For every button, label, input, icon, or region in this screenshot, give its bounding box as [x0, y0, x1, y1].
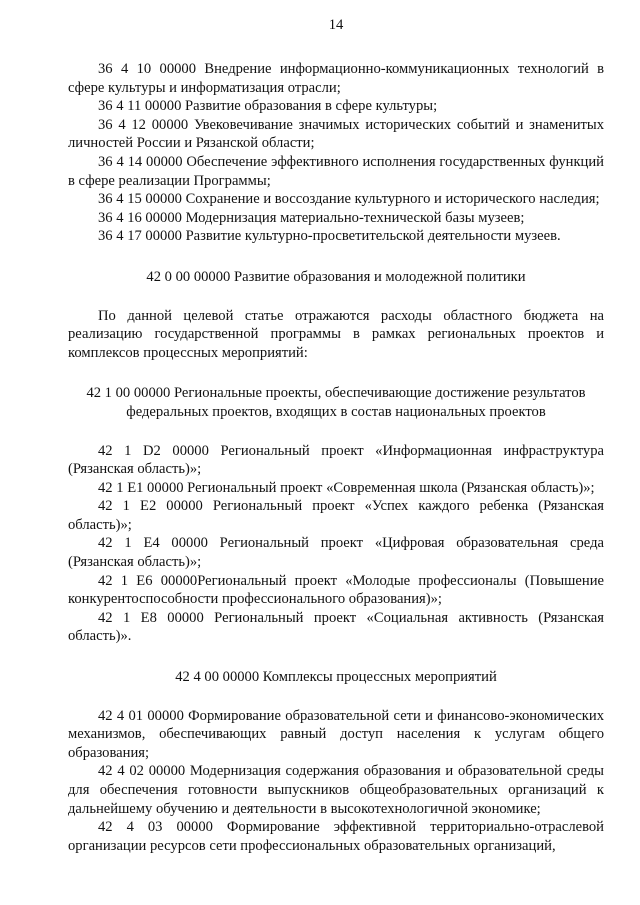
- paragraph: 36 4 10 00000 Внедрение информационно-коммуникационных технологий в сфере культуры и информатизация отрасли;: [68, 61, 604, 96]
- paragraph: 36 4 11 00000 Развитие образования в сфере культуры;: [98, 98, 438, 115]
- paragraph: 36 4 16 00000 Модернизация материально-технической базы музеев;: [98, 209, 525, 226]
- section-heading: 42 1 00 00000 Региональные проекты, обеспечивающие достижение результатов федеральных проектов, входящих в состав национальных проектов: [86, 385, 586, 420]
- paragraph: 42 1 E4 00000 Региональный проект «Цифровая образовательная среда (Рязанская область)»;: [68, 535, 604, 571]
- paragraph: 42 4 01 00000 Формирование образовательной сети и финансово-экономических механизмов, обеспечивающих равный доступ населения к услугам общего образования;: [68, 707, 604, 761]
- paragraph: 42 4 03 00000 Формирование эффективной территориально-отраслевой организации ресурсов сети профессиональных образовательных организаций,: [68, 819, 604, 854]
- paragraph: 42 4 02 00000 Модернизация содержания образования и образовательной среды для обеспечения готовности выпускников общеобразовательных организаций к дальнейшему обучению и деятельности в высокотехнологичной экономике;: [68, 763, 604, 817]
- paragraph: 36 4 17 00000 Развитие культурно-просветительской деятельности музеев.: [98, 228, 561, 245]
- paragraph: 36 4 12 00000 Увековечивание значимых исторических событий и знаменитых личностей России и Рязанской области;: [68, 116, 604, 152]
- paragraph: 42 1 E8 00000 Региональный проект «Социальная активность (Рязанская область)».: [68, 609, 604, 645]
- paragraph: 42 1 E1 00000 Региональный проект «Современная школа (Рязанская область)»;: [98, 479, 595, 496]
- page-number: 14: [328, 17, 344, 33]
- paragraph: 36 4 14 00000 Обеспечение эффективного исполнения государственных функций в сфере реализации Программы;: [68, 153, 604, 189]
- paragraph: 42 1 E6 00000Региональный проект «Молодые профессионалы (Повышение конкурентоспособности профессионального образования)»;: [68, 572, 604, 608]
- paragraph: 36 4 15 00000 Сохранение и воссоздание культурного и исторического наследия;: [98, 191, 600, 208]
- paragraph: 42 1 D2 00000 Региональный проект «Информационная инфраструктура (Рязанская область)»;: [68, 442, 604, 478]
- document-body: [68, 60, 604, 855]
- section-heading: 42 4 00 00000 Комплексы процессных мероприятий: [175, 669, 497, 686]
- paragraph: 42 1 E2 00000 Региональный проект «Успех каждого ребенка (Рязанская область)»;: [68, 498, 604, 533]
- paragraph: По данной целевой статье отражаются расходы областного бюджета на реализацию государственной программы в рамках региональных проектов и комплексов процессных мероприятий:: [68, 307, 604, 361]
- section-heading: 42 0 00 00000 Развитие образования и молодежной политики: [146, 268, 526, 285]
